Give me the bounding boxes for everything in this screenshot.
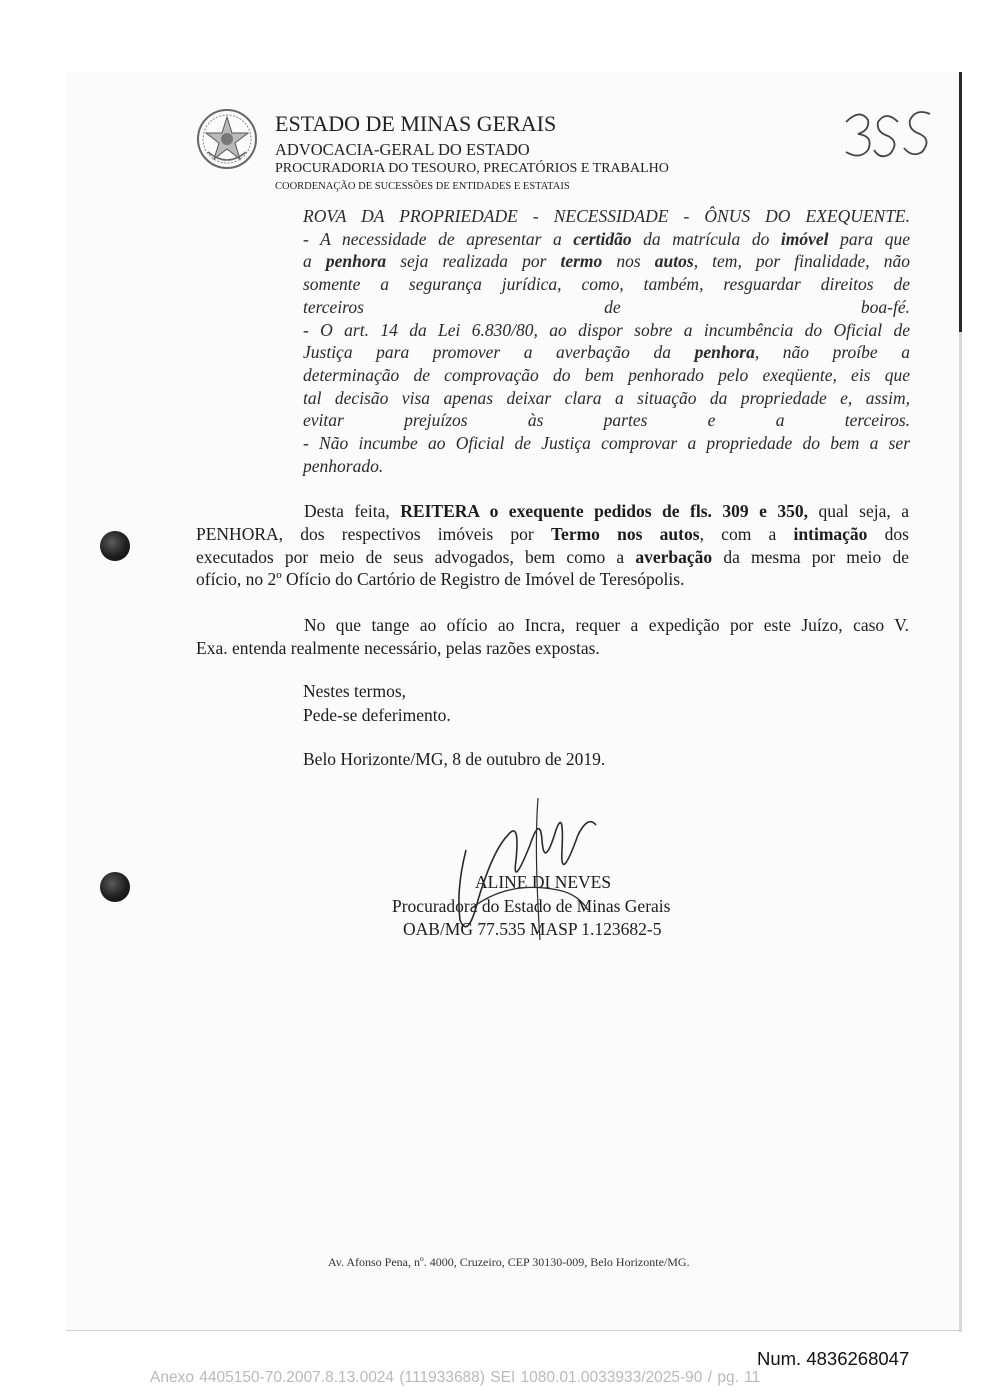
quote-line: determinação de comprovação do bem penhorado pelo exeqüente, eis que	[303, 364, 910, 385]
binder-hole	[100, 531, 130, 561]
paragraph-line: ofício, no 2º Ofício do Cartório de Registro de Imóvel de Teresópolis.	[196, 569, 685, 590]
quote-line: - O art. 14 da Lei 6.830/80, ao dispor sobre a incumbência do Oficial de	[303, 319, 910, 340]
closing-line: Nestes termos,	[303, 681, 407, 701]
jurisprudence-quote	[303, 205, 910, 477]
header-state: ESTADO DE MINAS GERAIS	[275, 111, 557, 136]
signer-name: ALINE DI NEVES	[475, 872, 612, 892]
quote-line: - Não incumbe ao Oficial de Justiça comprovar a propriedade do bem a ser	[303, 433, 910, 454]
header-coordination: COORDENAÇÃO DE SUCESSÕES DE ENTIDADES E ESTATAIS	[275, 181, 570, 192]
paragraph-line: PENHORA, dos respectivos imóveis por Termo nos autos, com a intimação dos	[196, 523, 909, 544]
paragraph-line: Exa. entenda realmente necessário, pelas razões expostas.	[196, 637, 600, 658]
quote-line: a penhora seja realizada por termo nos autos, tem, por finalidade, não	[303, 251, 910, 272]
handwritten-page-number	[838, 100, 938, 170]
quote-line: somente a segurança jurídica, como, também, resguardar direitos de	[303, 274, 910, 295]
signer-registration: OAB/MG 77.535 MASP 1.123682-5	[403, 919, 662, 939]
annex-reference: Anexo 4405150-70.2007.8.13.0024 (111933688) SEI 1080.01.0033933/2025-90 / pg. 11	[150, 1369, 761, 1386]
quote-line: evitar prejuízos às partes e a terceiros.	[303, 410, 910, 431]
handwritten-signature	[438, 790, 618, 950]
paragraph-line: executados por meio de seus advogados, bem como a averbação da mesma por meio de	[196, 546, 909, 567]
closing-line: Pede-se deferimento.	[303, 705, 451, 725]
request-paragraph	[196, 500, 909, 591]
date-line: Belo Horizonte/MG, 8 de outubro de 2019.	[303, 749, 606, 769]
binder-hole	[100, 872, 130, 902]
quote-line: ROVA DA PROPRIEDADE - NECESSIDADE - ÔNUS DO EXEQUENTE.	[303, 206, 910, 226]
header-department: PROCURADORIA DO TESOURO, PRECATÓRIOS E TRABALHO	[275, 161, 669, 176]
paragraph-line: No que tange ao ofício ao Incra, requer a expedição por este Juízo, caso V.	[304, 615, 909, 635]
signer-title: Procuradora do Estado de Minas Gerais	[392, 896, 671, 916]
scan-edge-shadow	[959, 72, 962, 332]
footer-address: Av. Afonso Pena, nº. 4000, Cruzeiro, CEP 30130-009, Belo Horizonte/MG.	[328, 1255, 690, 1269]
quote-line: - A necessidade de apresentar a certidão da matrícula do imóvel para que	[303, 228, 910, 249]
incra-paragraph	[196, 614, 909, 660]
document-number: Num. 4836268047	[757, 1348, 910, 1369]
paragraph-line: Desta feita, REITERA o exequente pedidos de fls. 309 e 350, qual seja, a	[304, 501, 909, 521]
quote-line: penhorado.	[303, 455, 384, 476]
state-seal-logo	[196, 108, 258, 170]
scan-bottom-edge	[66, 1330, 962, 1331]
quote-line: tal decisão visa apenas deixar clara a situação da propriedade e, assim,	[303, 387, 910, 408]
quote-line: terceiros de boa-fé.	[303, 296, 910, 317]
header-agency: ADVOCACIA-GERAL DO ESTADO	[275, 140, 530, 159]
quote-line: Justiça para promover a averbação da penhora, não proíbe a	[303, 342, 910, 363]
